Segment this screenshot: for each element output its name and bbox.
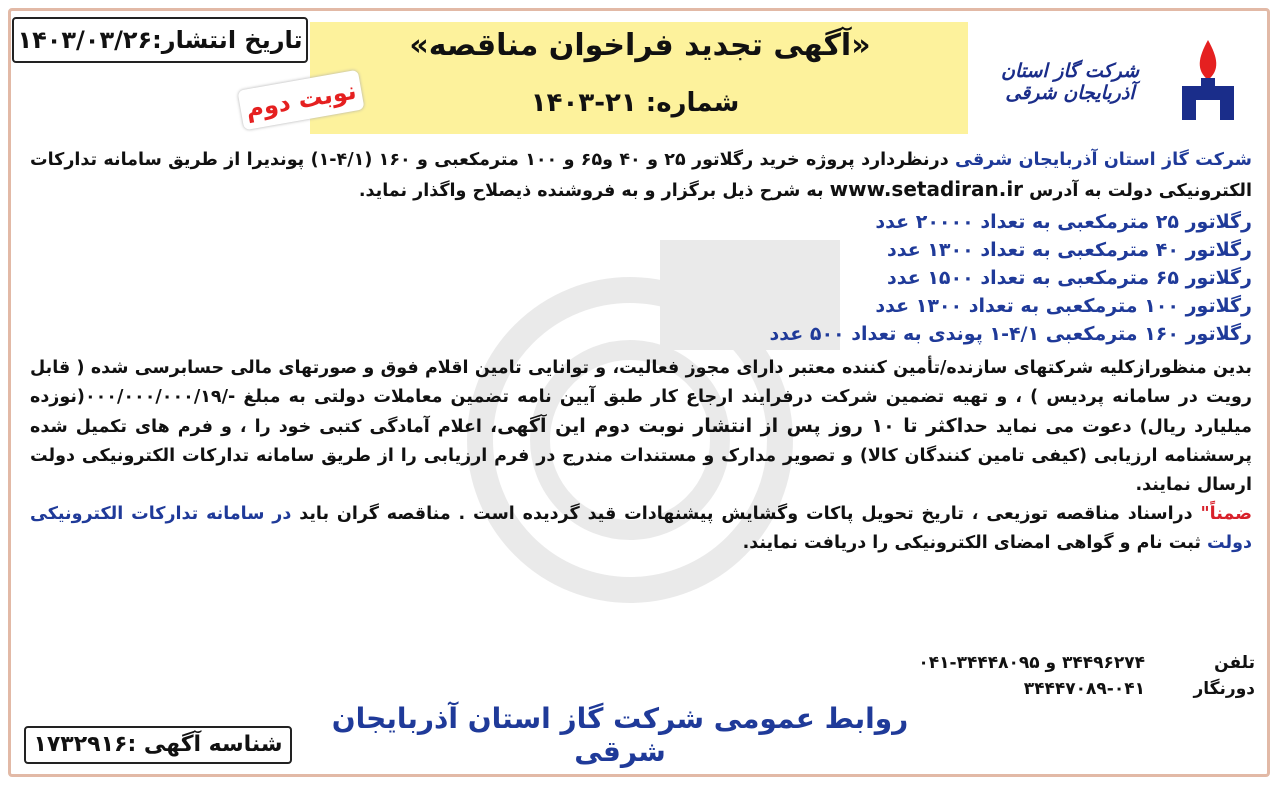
list-item: رگلاتور ۲۵ مترمکعبی به تعداد ۲۰۰۰۰ عدد — [875, 211, 1252, 233]
phone-value: ۳۴۴۹۶۲۷۴ و ۳۴۴۴۸۰۹۵-۰۴۱ — [918, 653, 1145, 673]
notes-paragraph — [30, 500, 1252, 558]
company-name: شرکت گاز استان آذربایجان شرقی — [955, 150, 1252, 170]
intro-text-3: به شرح ذیل برگزار و به فروشنده ذیصلاح واگذار نماید. — [358, 181, 830, 201]
intro-paragraph — [30, 146, 1252, 206]
fax-label: دورنگار — [1193, 679, 1255, 699]
phone-row — [300, 650, 1255, 676]
website-link[interactable]: www.setadiran.ir — [829, 177, 1024, 201]
second-turn-badge: نوبت دوم — [237, 70, 364, 131]
e-procurement-system: در سامانه تدارکات الکترونیکی دولت — [30, 504, 1252, 553]
notice-body — [30, 146, 1252, 558]
list-item: رگلاتور ۴۰ مترمکعبی به تعداد ۱۳۰۰ عدد — [886, 239, 1252, 261]
list-item: رگلاتور ۱۰۰ مترمکعبی به تعداد ۱۳۰۰ عدد — [875, 295, 1252, 317]
project-name: پروژه خرید رگلاتور ۲۵ و ۴۰ و۶۵ و ۱۰۰ مترمکعبی و ۱۶۰ (۴/۱-۱) پوندیرا — [246, 150, 855, 170]
conditions-text-2: اعلام آمادگی کتبی خود را ، و فرم های تکمیل شده پرسشنامه ارزیابی (کیفی تامین کنندگان کالا) و تصویر مدارک و مستندات مندرج در فرم ارزیابی را از طریق سامانه تدارکات الکترونیکی دولت ارسال نمایند. — [30, 417, 1252, 495]
items-list — [30, 208, 1252, 348]
contact-info — [300, 650, 1255, 702]
list-item: رگلاتور ۱۶۰ مترمکعبی ۴/۱-۱ پوندی به تعداد ۵۰۰ عدد — [769, 323, 1252, 345]
conditions-paragraph — [30, 354, 1252, 500]
fax-row — [300, 676, 1255, 702]
footer-title: روابط عمومی شرکت گاز استان آذربایجان شرقی — [331, 702, 909, 768]
publish-date: تاریخ انتشار:۱۴۰۳/۰۳/۲۶ — [12, 17, 308, 63]
ad-id: شناسه آگهی :۱۷۳۲۹۱۶ — [24, 726, 292, 764]
notes-label: ضمناً" — [1200, 504, 1252, 524]
fax-value: ۳۴۴۴۷۰۸۹-۰۴۱ — [1023, 679, 1145, 699]
intro-text-1: درنظردارد — [854, 150, 956, 170]
notes-text-1: دراسناد مناقصه توزیعی ، تاریخ تحویل پاکات وگشایش پیشنهادات قید گردیده است . مناقصه گران باید — [291, 504, 1201, 524]
notice-number: شماره: ۲۱-۱۴۰۳ — [530, 88, 740, 118]
phone-label: تلفن — [1214, 653, 1255, 673]
notes-text-2: ثبت نام و گواهی امضای الکترونیکی را دریافت نمایند. — [742, 533, 1208, 553]
company-logo-text: شرکت گاز استان آذربایجان شرقی — [1000, 60, 1140, 104]
intro-text-2: از طریق سامانه تدارکات الکترونیکی دولت به آدرس — [30, 150, 1252, 201]
deadline-text: حداکثر تا ۱۰ روز پس از انتشار نوبت دوم این آگهی، — [489, 415, 988, 437]
conditions-text-1: بدین منظورازکلیه شرکتهای سازنده/تأمین کننده معتبر دارای مجوز فعالیت، و توانایی تامین اقلام فوق و صورتهای مالی حسابرسی شده ( قابل رویت در سامانه پردیس ) ، و تهیه تضمین شرکت درفرایند ارجاع کار طبق آیین نامه تضمین معاملات دولتی به مبلغ -/۰۰۰/۰۰۰/۰۰۰/۱۹(نوزده میلیارد ریال) دعوت می نماید — [30, 358, 1252, 437]
list-item: رگلاتور ۶۵ مترمکعبی به تعداد ۱۵۰۰ عدد — [886, 267, 1252, 289]
notice-title: «آگهی تجدید فراخوان مناقصه» — [409, 28, 871, 63]
